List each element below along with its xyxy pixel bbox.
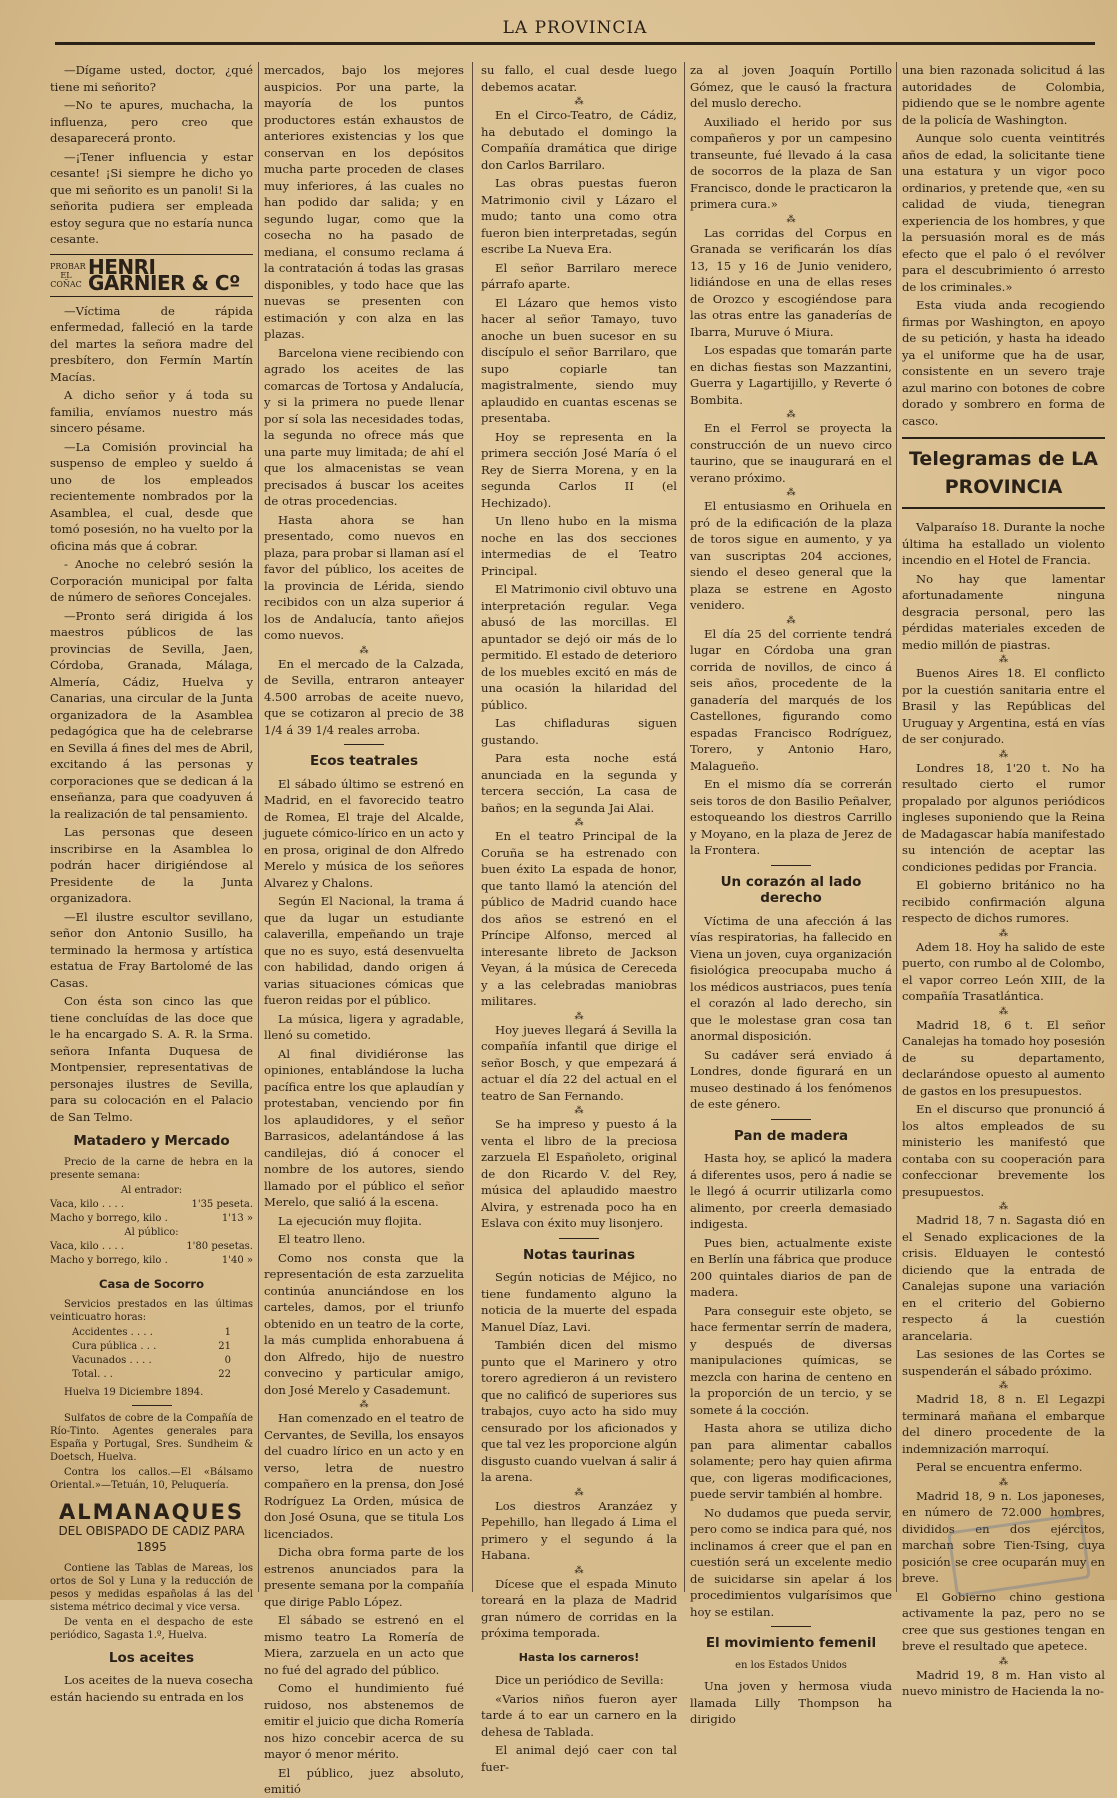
paragraph: Madrid 18, 7 n. Sagasta dió en el Senado explicaciones de la crisis. Elduayen le contestó diciendo que la entrada de Canalejas supone una variación en el criterio del Gobierno respecto á la cuestión arancelaria. (902, 1213, 1105, 1343)
divider (344, 744, 384, 745)
paragraph: En el discurso que pronunció á los altos empleados de su ministerio les manifestó que contaba con su cooperación para confeccionar brevemente los presupuestos. (902, 1102, 1105, 1199)
row-value: 21 (218, 1341, 231, 1352)
section-heading: Ecos teatrales (310, 753, 418, 769)
paragraph: Contiene las Tablas de Mareas, los ortos de Sol y Luna y la reducción de pesos y medidas españolas á las del sistema métrico decimal y vice versa. (50, 1562, 253, 1613)
column-5 (902, 62, 1105, 1698)
column-2 (264, 62, 464, 1796)
ornament: ⁂ (359, 1400, 369, 1410)
ornament: ⁂ (999, 1006, 1008, 1017)
table-row (72, 1326, 231, 1340)
column-rule (684, 62, 685, 1592)
ornament: ⁂ (786, 488, 796, 498)
paragraph: —Pronto será dirigida á los maestros públicos de las provincias de Sevilla, Jaen, Córdoba, Granada, Málaga, Almería, Cádiz, Huelva y Canarias, una circular de la Junta organizadora de la Asamblea pedagógica que ha de celebrarse en Sevilla á fines del mes de Abril, excitando á las personas y corporaciones que se dedican á la enseñanza, para que coadyuven á la realización de tal pensamiento. (50, 608, 253, 821)
paragraph: —No te apures, muchacha, la influenza, pero creo que desaparecerá pronto. (50, 98, 253, 145)
paragraph: «Varios niños fueron ayer tarde á to ear un carnero en la dehesa de Tablada. (481, 1691, 677, 1739)
ornament: ⁂ (999, 749, 1008, 760)
paragraph: Al final dividiéronse las opiniones, entablándose la lucha pacífica entre los que aplaudían y protestaban, venciendo por fin los aplaudidores, y el señor Barrasicos, adelantándose á las candilejas, dió á conocer el nombre de los autores, siendo llamado por el público el señor Merelo, que salió á la escena. (264, 1046, 464, 1209)
paragraph: El día 25 del corriente tendrá lugar en Córdoba una gran corrida de novillos, de cinco á seis años, procedente de la ganadería del marqués de los Castellones, figurando como espadas Francisco Rodríguez, Torero, y Antonio Haro, Malagueño. (690, 626, 892, 773)
classified-ad: Sulfatos de cobre de la Compañía de Río-Tinto. Agentes generales para España y Portugal, Sres. Sundheim & Doetsch, Huelva. (50, 1413, 253, 1463)
paragraph: En el Circo-Teatro, de Cádiz, ha debutado el domingo la Compañía dramática que dirige don Carlos Barrilaro. (481, 108, 677, 172)
cognac-advertisement (50, 254, 253, 297)
paragraph: Víctima de una afección á las vías respiratorias, ha fallecido en Viena un joven, cuya organización fisiológica preocupaba mucho á los médicos austriacos, pues tenía el corazón al lado derecho, sin que le molestase gran cosa tan anormal disposición. (690, 913, 892, 1043)
paragraph: En el mismo día se correrán seis toros de don Basilio Peñalver, estoqueando los diestros Carrillo y Moyano, en la plaza de Jerez de la Frontera. (690, 777, 892, 857)
paragraph: En el teatro Principal de la Coruña se ha estrenado con buen éxito La espada de honor, que tanto llamó la atención del público de Madrid cuando hace dos años se estrenó en el Príncipe Alfonso, merced al interesante libreto de Jackson Veyan, á la música de Cereceda y a las celebradas maniobras militares. (481, 829, 677, 1008)
paragraph: Las obras puestas fueron Matrimonio civil y Lázaro el mudo; tanto una como otra fueron bien interpretadas, según escribe La Nueva Era. (481, 176, 677, 256)
ornament: ⁂ (574, 1106, 584, 1116)
paragraph: La ejecución muy flojita. (278, 1213, 422, 1228)
paragraph: El público, juez absoluto, emitió (264, 1765, 464, 1796)
services-table (50, 1326, 253, 1382)
ornament: ⁂ (359, 645, 369, 656)
ornament: ⁂ (999, 1477, 1008, 1488)
paragraph: Las chifladuras siguen gustando. (481, 716, 677, 747)
paragraph: za al joven Joaquín Portillo Gómez, que le causó la fractura del muslo derecho. (690, 63, 892, 110)
row-label: Vaca, kilo . . . . (50, 1198, 125, 1210)
paragraph: El gobierno británico no ha recibido confirmación alguna respecto de dichos rumores. (902, 878, 1105, 925)
section-heading: Matadero y Mercado (73, 1133, 230, 1149)
price-table (50, 1184, 253, 1268)
paragraph: Auxiliado el herido por sus compañeros y por un campesino transeunte, fué llevado á la casa de socorros de la plaza de San Francisco, donde le practicaron la primera cura.» (690, 114, 892, 211)
paragraph: Con ésta son cinco las que tiene concluídas de las doce que le ha encargado S. A. R. la Srma. señora Infanta Duquesa de Montpensier, representativas de personajes ilustres de Sevilla, para su colocación en el Palacio de San Telmo. (50, 994, 253, 1124)
column-rule (472, 62, 473, 1592)
paragraph: Para esta noche está anunciada en la segunda y tercera sección, La casa de baños; en la segunda Jai Alai. (481, 751, 677, 815)
row-value: 1 (224, 1327, 231, 1338)
divider (132, 1405, 172, 1406)
column-rule (258, 62, 259, 1592)
paragraph: En el mercado de la Calzada, de Sevilla, entraron anteayer 4.500 arrobas de aceite nuevo, que se cotizaron al precio de 38 1/4 á 39 1/4 reales arroba. (264, 656, 464, 737)
ornament: ⁂ (574, 1487, 584, 1498)
row-label: Cura pública . . . (72, 1341, 157, 1352)
ad-tagline: PROBAR EL COÑAC (50, 261, 86, 289)
paragraph: Como el hundimiento fué ruidoso, nos abstenemos de emitir el juicio que dicha Romería nos hizo concebir acerca de su mayor ó menor mérito. (264, 1681, 464, 1761)
paragraph: No hay que lamentar afortunadamente ninguna desgracia personal, pero las pérdidas materiales exceden de medio millón de piastras. (902, 571, 1105, 652)
paragraph: De venta en el despacho de este periódico, Sagasta 1.º, Huelva. (50, 1616, 253, 1641)
ornament: ⁂ (786, 410, 796, 420)
row-value: 1'40 » (221, 1254, 253, 1266)
paragraph: Madrid 18, 6 t. El señor Canalejas ha tomado hoy posesión de su departamento, declarándose opuesto al aumento de gastos en los presupuestos. (902, 1017, 1105, 1098)
ornament: ⁂ (999, 1202, 1008, 1212)
paragraph: Hasta ahora se utiliza dicho pan para alimentar caballos solamente; pero hay quien afirma que, con ligeras modificaciones, puede servir también al hombre. (690, 1421, 892, 1501)
paragraph: Valparaíso 18. Durante la noche última ha estallado un violento incendio en el Hotel de Francia. (902, 520, 1105, 567)
masthead-rule (55, 42, 1095, 45)
paragraph: —¡Tener influencia y estar cesante! ¡Si siempre he dicho yo que mi señorito es un panoli! Si la señorita pudiera ser empleada estoy segura que no estaría nunca cesante. (50, 149, 253, 246)
table-subheading: Al entrador: (120, 1184, 183, 1196)
row-label: Accidentes . . . . (72, 1327, 153, 1338)
paragraph: Dícese que el espada Minuto toreará en la plaza de Madrid gran número de corridas en la próxima temporada. (481, 1576, 677, 1640)
paragraph: Adem 18. Hoy ha salido de este puerto, con rumbo al de Colombo, el vapor correo León XIII, de la compañía Trasatlántica. (902, 939, 1105, 1003)
section-heading: El movimiento femenil (705, 1635, 877, 1651)
paragraph: Peral se encuentra enfermo. (916, 1460, 1083, 1474)
section-heading: Hasta los carneros! (518, 1650, 640, 1664)
paragraph: Las corridas del Corpus en Granada se verificarán los días 13, 15 y 16 de Junio venidero, lidiándose en una de ellas reses de Orozco y escogiéndose para las otras entre las ganaderías de Ibarra, Muruve ó Miura. (690, 225, 892, 339)
ornament: ⁂ (574, 1011, 584, 1022)
paragraph: Hoy se representa en la primera sección José María ó el Rey de Sierra Morena, y en la segunda Carlos II (el Hechizado). (481, 429, 677, 510)
table-row (50, 1212, 253, 1226)
paragraph: El Gobierno chino gestiona activamente la paz, pero no se cree que sus gestiones tengan en breve el resultado que apetece. (902, 1589, 1105, 1653)
paragraph: Según noticias de Méjico, no tiene fundamento alguno la noticia de la muerte del espada Manuel Díaz, Lavi. (481, 1270, 677, 1334)
section-heading: Pan de madera (733, 1127, 849, 1144)
divider (771, 865, 811, 866)
ornament: ⁂ (999, 1381, 1008, 1391)
table-subheading: Al público: (124, 1226, 179, 1238)
paragraph: Servicios prestados en las últimas veinticuatro horas: (50, 1299, 253, 1323)
column-1 (50, 62, 253, 1704)
paragraph: Dice un periódico de Sevilla: (495, 1673, 664, 1687)
paragraph: Según El Nacional, la trama á que da lugar un estudiante calaverilla, empeñando un traje que no es suyo, está desenvuelta con habilidad, dando origen á varias situaciones cómicas que fueron reidas por el público. (264, 894, 464, 1007)
section-heading: Los aceites (108, 1649, 195, 1666)
row-value: 0 (224, 1355, 231, 1366)
masthead-title: LA PROVINCIA (502, 18, 648, 38)
paragraph: Buenos Aires 18. El conflicto por la cuestión sanitaria entre el Brasil y las Repúblicas del Uruguay y Argentina, está en vías de ser conjurado. (902, 666, 1105, 746)
ornament: ⁂ (999, 655, 1008, 665)
paragraph: Barcelona viene recibiendo con agrado los aceites de las comarcas de Tortosa y Andalucía, y si la primera no puede llenar por sí sola las necesidades todas, la segunda no ofrece más que una parte muy limitada; de ahí el que los almacenistas se vean precisados á buscar los aceites de otras procedencias. (264, 345, 464, 508)
divider (771, 1119, 811, 1120)
ornament: ⁂ (786, 615, 796, 626)
paragraph: Madrid 19, 8 m. Han visto al nuevo ministro de Hacienda la no- (902, 1667, 1105, 1698)
ornament: ⁂ (574, 1565, 584, 1576)
paragraph: Esta viuda anda recogiendo firmas por Washington, en apoyo de su petición, y hasta ha ideado ya el uniforme que ha de usar, consistente en un severo traje azul marino con botones de cobre dorado y sombrero en forma de casco. (902, 298, 1105, 428)
ornament: ⁂ (999, 928, 1008, 939)
table-row (50, 1198, 253, 1212)
paragraph: Una joven y hermosa viuda llamada Lilly Thompson ha dirigido (690, 1679, 892, 1726)
row-value: 1'80 pesetas. (186, 1240, 253, 1252)
paragraph: El Matrimonio civil obtuvo una interpretación regular. Vega abusó de las morcillas. El apuntador se dejó oir más de lo permitido. El estado de deterioro de los muebles excitó en más de una ocasión la hilaridad del público. (481, 582, 677, 712)
row-label: Total. . . (72, 1369, 113, 1380)
paragraph: En el Ferrol se proyecta la construcción de un nuevo circo taurino, que se inaugurará en el verano próximo. (690, 421, 892, 485)
table-row (50, 1240, 253, 1254)
paragraph: Dicha obra forma parte de los estrenos anunciados para la presente semana por la compañía que dirige Pablo López. (264, 1545, 464, 1609)
column-rule (896, 62, 897, 1592)
row-label: Macho y borrego, kilo . (50, 1212, 168, 1224)
section-subheading: en los Estados Unidos (735, 1659, 847, 1671)
paragraph: El Lázaro que hemos visto hacer al señor Tamayo, tuvo anoche un buen sucesor en su discípulo el señor Barrilaro, que supo copiarle tan magistralmente, siendo muy aplaudido en cuantas escenas se presentaba. (481, 295, 677, 425)
paragraph: El sábado se estrenó en el mismo teatro La Romería de Miera, zarzuela en un acto que no fué del agrado del público. (264, 1613, 464, 1677)
paragraph: No dudamos que pueda servir, pero como se indica para qué, nos inclinamos á creer que el pan en cuestión será un excelente medio de suicidarse sin apelar á los procedimientos vulgarísimos que hoy se estilan. (690, 1505, 892, 1619)
paragraph: Su cadáver será enviado á Londres, donde figurará en un museo destinado á los fenómenos de este género. (690, 1047, 892, 1111)
divider (559, 1238, 599, 1239)
paragraph: una bien razonada solicitud á las autoridades de Colombia, pidiendo que se le nombre agente de la policía de Washington. (902, 63, 1105, 127)
paragraph: Hasta hoy, se aplicó la madera á diferentes usos, pero á nadie se le llegó á ocurrir utilizarla como alimento, por creerla demasiado indigesta. (690, 1151, 892, 1231)
row-value: 1'35 peseta. (191, 1198, 253, 1210)
paragraph: También dicen del mismo punto que el Marinero y otro torero agredieron á un revistero que no calificó de superiores sus trabajos, cuyo acto ha sido muy censurado por los aficionados y que tal vez les proporcione algún disgusto cuando vuelvan á salir á la arena. (481, 1338, 677, 1484)
ornament: ⁂ (786, 214, 796, 225)
section-heading: Notas taurinas (522, 1246, 636, 1263)
table-row (50, 1254, 253, 1268)
ornament: ⁂ (574, 97, 584, 107)
row-value: 22 (218, 1369, 231, 1380)
almanac-title: ALMANAQUES (59, 1500, 244, 1524)
ornament: ⁂ (574, 818, 584, 828)
paragraph: Los diestros Aranzáez y Pepehillo, han llegado á Lima el primero y el segundo á la Habana. (481, 1498, 677, 1562)
table-row (72, 1340, 231, 1354)
paragraph: —El ilustre escultor sevillano, señor don Antonio Susillo, ha terminado la hermosa y artística estatua de Fray Bartolomé de las Casas. (50, 909, 253, 990)
paragraph: El señor Barrilaro merece párrafo aparte. (481, 260, 677, 291)
row-label: Vacunados . . . . (72, 1355, 152, 1366)
paragraph: Como nos consta que la representación de esta zarzuelita continúa anunciándose en los carteles, damos, por el triunfo obtenido en un teatro de la corte, la más cumplida enhorabuena á don Alfredo, hijo de nuestro convecino y particular amigo, don José Merelo y Casademunt. (264, 1250, 464, 1397)
paragraph: Los aceites de la nueva cosecha están haciendo su entrada en los (50, 1673, 253, 1704)
paragraph: El entusiasmo en Orihuela en pró de la edificación de la plaza de toros sigue en aumento, y ya van suscriptas 204 acciones, siendo el deseo general que la plaza se estrene en Agosto venidero. (690, 499, 892, 612)
row-value: 1'13 » (221, 1212, 253, 1224)
ornament: ⁂ (999, 1656, 1008, 1667)
paragraph: - Anoche no celebró sesión la Corporación municipal por falta de número de señores Concejales. (50, 557, 253, 604)
paragraph: mercados, bajo los mejores auspicios. Por una parte, la mayoría de los puntos productores están exhaustos de anteriores existencias y los que conservan en los depósitos mucha parte proceden de clases muy inferiores, á las cuales no han podido dar salida; y en segundo lugar, como que la cosecha no ha pasado de mediana, el consumo reclama á la contratación á todas las grasas disponibles, y todo hace que las nuevas se presenten con estimación y con alza en las plazas. (264, 63, 464, 341)
classified-ad: Contra los callos.—El «Bálsamo Oriental.»—Tetuán, 10, Peluquería. (50, 1467, 253, 1491)
paragraph: Pues bien, actualmente existe en Berlín una fábrica que produce 200 quintales diarios de pan de madera. (690, 1235, 892, 1299)
paragraph: Se ha impreso y puesto á la venta el libro de la preciosa zarzuela El Españoleto, original de don Ricardo V. del Rey, música del aplaudido maestro Alvira, y estrenada poco ha en Eslava con éxito muy lisonjero. (481, 1117, 677, 1230)
paragraph: Las sesiones de las Cortes se suspenderán el sábado próximo. (902, 1347, 1105, 1378)
table-row (72, 1368, 231, 1382)
section-heading: Casa de Socorro (99, 1276, 204, 1291)
row-label: Vaca, kilo . . . . (50, 1240, 125, 1252)
divider (771, 1626, 811, 1627)
paragraph: A dicho señor y á toda su familia, envíamos nuestro más sincero pésame. (50, 388, 253, 435)
paragraph: —Dígame usted, doctor, ¿qué tiene mi señorito? (50, 63, 253, 94)
paragraph: su fallo, el cual desde luego debemos acatar. (481, 63, 677, 94)
paragraph: La música, ligera y agradable, llenó su cometido. (264, 1011, 464, 1042)
paragraph: Madrid 18, 9 n. Los japoneses, en número de 72.000 hombres, divididos en dos ejércitos, marchan sobre Tien-Tsing, cuya posición se cree ocuparán muy en breve. (902, 1488, 1105, 1585)
paragraph: Hoy jueves llegará á Sevilla la compañía infantil que dirige el señor Bosch, y que empezará á actuar el día 22 del actual en el teatro de San Fernando. (481, 1022, 677, 1103)
paragraph: Londres 18, 1'20 t. No ha resultado cierto el rumor propalado por algunos periódicos ingleses suponiendo que la Reina de Madagascar había manifestado su intención de aceptar las condiciones pedidas por Francia. (902, 760, 1105, 874)
ad-brand: HENRI GARNIER & Cº (88, 254, 240, 295)
paragraph: Hasta ahora se han presentado, como nuevos en plaza, para probar si llaman así el favor del público, los aceites de la provincia de Lérida, siendo recibidos con un alza superior á los de Andalucía, tanto añejos como nuevos. (264, 512, 464, 642)
paragraph: —Víctima de rápida enfermedad, falleció en la tarde del martes la señora madre del presbítero, don Fermín Martín Macías. (50, 303, 253, 384)
column-4 (690, 62, 892, 1726)
paragraph: El sábado último se estrenó en Madrid, en el favorecido teatro de Romea, El traje del Alcalde, juguete cómico-lírico en un acto y en prosa, original de don Alfredo Merelo y música de los señores Alvarez y Chalons. (264, 776, 464, 890)
paragraph: —La Comisión provincial ha suspenso de empleo y sueldo á uno de los empleados recientemente nombrados por la Asamblea, el cual, desde que tomó posesión, no ha vuelto por la oficina más que á cobrar. (50, 439, 253, 553)
paragraph: Madrid 18, 8 n. El Legazpi terminará mañana el embarque del dinero procedente de la indemnización marroquí. (902, 1392, 1105, 1456)
column-3 (481, 62, 677, 1774)
table-row (72, 1354, 231, 1368)
paragraph: El teatro lleno. (278, 1232, 366, 1246)
paragraph: Los espadas que tomarán parte en dichas fiestas son Mazzantini, Guerra y Lagartijillo, y Reverte ó Bombita. (690, 343, 892, 407)
section-heading: Un corazón al lado derecho (720, 873, 862, 906)
row-label: Macho y borrego, kilo . (50, 1254, 168, 1266)
paragraph: Un lleno hubo en la misma noche en las dos secciones intermedias de el Teatro Principal. (481, 514, 677, 578)
paragraph: Para conseguir este objeto, se hace fermentar serrín de madera, y después de diversas manipulaciones químicas, se mezcla con harina de centeno en la proporción de un tercio, y se somete á la cocción. (690, 1303, 892, 1417)
paragraph: El animal dejó caer con tal fuer- (481, 1743, 677, 1774)
paragraph: Precio de la carne de hebra en la presente semana: (50, 1156, 253, 1181)
almanac-subtitle: DEL OBISPADO DE CADIZ PARA 1895 (58, 1523, 245, 1554)
paragraph: Las personas que deseen inscribirse en la Asamblea lo podrán hacer dirigiéndose al Presidente de la Junta organizadora. (50, 825, 253, 905)
paragraph: Han comenzado en el teatro de Cervantes, de Sevilla, los ensayos del cuadro lírico en un acto y en verso, letra de nuestro compañero en la prensa, don José Rodríguez La Orden, música de don José Osuna, que se titula Los licenciados. (264, 1411, 464, 1541)
paragraph: Aunque solo cuenta veintitrés años de edad, la solicitante tiene una estatura y un vigor poco ordinarios, y pretende que, «en su calidad de viuda, tienegran experiencia de los hombres, y que la persuasión moral es de más efecto que el palo ó el revólver para el descubrimiento ó arresto de los criminales.» (902, 131, 1105, 294)
dateline: Huelva 19 Diciembre 1894. (64, 1387, 204, 1398)
telegrams-heading: Telegramas de LA PROVINCIA (902, 437, 1105, 509)
